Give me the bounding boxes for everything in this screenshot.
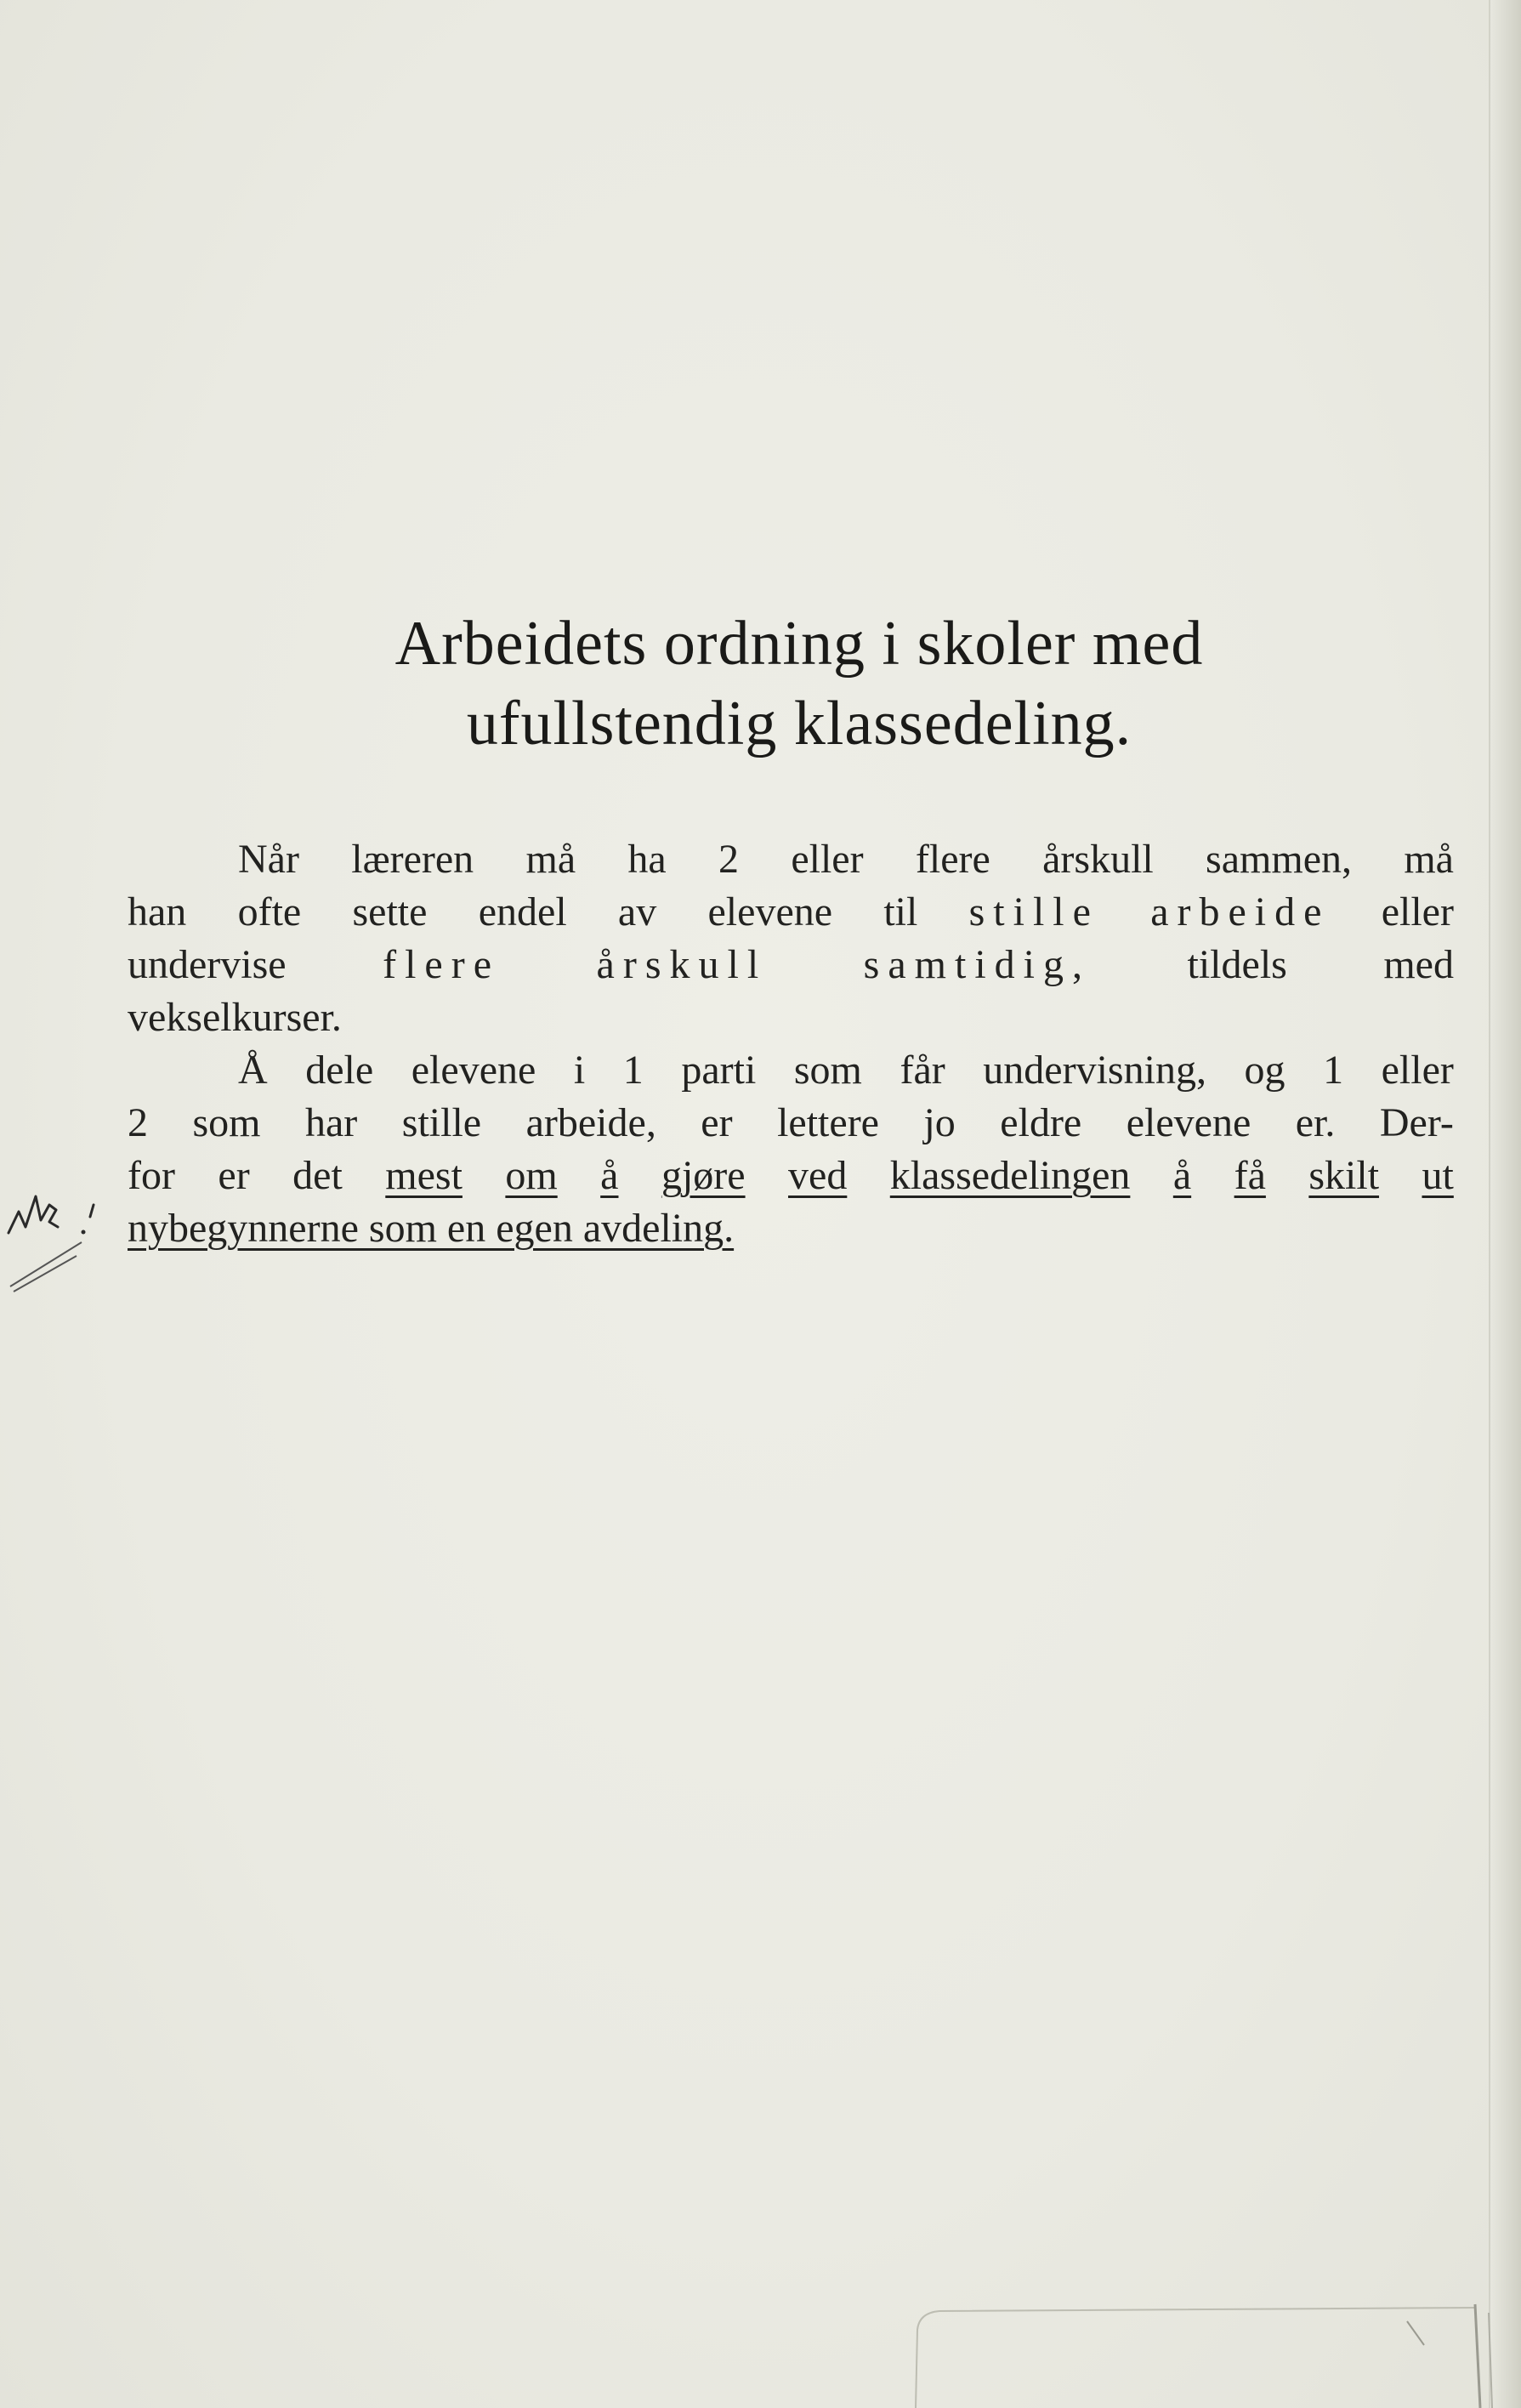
- word: det: [292, 1153, 343, 1198]
- word: parti: [681, 1048, 757, 1093]
- spaced-emphasis: samtidig,: [863, 942, 1091, 987]
- word: har: [304, 1100, 358, 1145]
- word: i: [573, 1048, 586, 1093]
- paragraph-2-line-3: [128, 1150, 1454, 1202]
- word: Der-: [1379, 1100, 1454, 1145]
- spaced-emphasis: årskull: [596, 942, 768, 987]
- word: er: [701, 1100, 733, 1145]
- word: må: [1404, 837, 1454, 882]
- word: får: [900, 1048, 945, 1093]
- word: 1: [1323, 1048, 1344, 1093]
- word: undervise: [128, 942, 287, 987]
- word: med: [1383, 942, 1454, 987]
- underlined-word: få: [1234, 1153, 1266, 1198]
- paragraph-2: [128, 1044, 1454, 1255]
- word: 1: [622, 1048, 644, 1093]
- word: er.: [1295, 1100, 1336, 1145]
- word: eller: [1381, 1048, 1454, 1093]
- word: Å: [238, 1048, 268, 1093]
- word: og: [1244, 1048, 1285, 1093]
- word: som: [192, 1100, 261, 1145]
- word: flere: [915, 837, 990, 882]
- paragraph-1-line-3: [128, 939, 1454, 991]
- paragraph-1: [128, 833, 1454, 1044]
- word: må: [525, 837, 576, 882]
- word: stille: [401, 1100, 482, 1145]
- underlined-word: skilt: [1308, 1153, 1380, 1198]
- word: dele: [305, 1048, 374, 1093]
- spaced-emphasis: stille: [968, 889, 1099, 934]
- word: læreren: [351, 837, 474, 882]
- word: 2: [718, 837, 740, 882]
- word: vekselkurser.: [128, 995, 342, 1040]
- word: undervisning,: [983, 1048, 1206, 1093]
- page-title: [170, 604, 1428, 764]
- underlined-word: ved: [788, 1153, 848, 1198]
- paragraph-1-line-2: [128, 886, 1454, 939]
- word: for: [128, 1153, 175, 1198]
- word: sammen,: [1206, 837, 1353, 882]
- word: sette: [352, 889, 428, 934]
- word: Når: [238, 837, 299, 882]
- word: endel: [478, 889, 567, 934]
- word: er: [218, 1153, 250, 1198]
- underlined-word: å: [600, 1153, 619, 1198]
- page-edge: [1489, 0, 1521, 2408]
- underlined-word: ut: [1422, 1153, 1454, 1198]
- paragraph-2-line-4: [128, 1202, 1454, 1255]
- paragraph-2-line-1: [128, 1044, 1454, 1097]
- word: ofte: [237, 889, 302, 934]
- word: årskull: [1042, 837, 1154, 882]
- spaced-emphasis: arbeide: [1150, 889, 1331, 934]
- word: som: [793, 1048, 862, 1093]
- paragraph-1-line-1: [128, 833, 1454, 886]
- underlined-word: å: [1172, 1153, 1192, 1198]
- underlined-word: mest: [385, 1153, 463, 1198]
- word: ha: [627, 837, 667, 882]
- handwritten-margin-note: [0, 1186, 111, 1305]
- word: lettere: [777, 1100, 879, 1145]
- title-line-1: Arbeidets ordning i skoler med: [394, 609, 1204, 679]
- paragraph-2-line-2: [128, 1097, 1454, 1150]
- word: elevene: [411, 1048, 536, 1093]
- word: til: [883, 889, 918, 934]
- word: eldre: [1000, 1100, 1082, 1145]
- paper-corner-fold: [914, 2296, 1509, 2408]
- word: elevene: [707, 889, 833, 934]
- underlined-word: gjøre: [661, 1153, 746, 1198]
- word: tildels: [1187, 942, 1287, 987]
- spaced-emphasis: flere: [383, 942, 501, 987]
- word: elevene: [1126, 1100, 1251, 1145]
- word: 2: [128, 1100, 148, 1145]
- underlined-word: om: [505, 1153, 558, 1198]
- word: eller: [1381, 889, 1454, 934]
- paragraph-1-line-4: [128, 991, 1454, 1044]
- word: av: [617, 889, 657, 934]
- word: jo: [923, 1100, 956, 1145]
- underlined-phrase: nybegynnerne som en egen avdeling.: [128, 1206, 735, 1251]
- word: eller: [791, 837, 864, 882]
- title-line-2: ufullstendig klassedeling.: [466, 689, 1132, 758]
- underlined-word: klassedelingen: [889, 1153, 1131, 1198]
- word: han: [128, 889, 187, 934]
- word: arbeide,: [525, 1100, 656, 1145]
